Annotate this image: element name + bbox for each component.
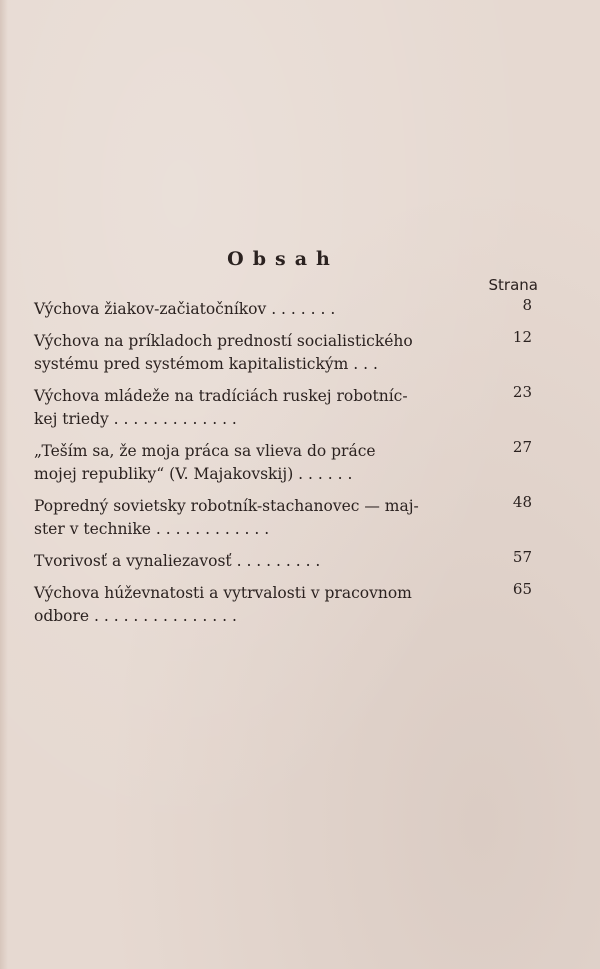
toc-entry bbox=[34, 385, 542, 431]
toc-entry-title-line: „Teším sa, že moja práca sa vlieva do práce bbox=[34, 442, 376, 460]
toc-entry-page-number: 57 bbox=[512, 548, 532, 566]
toc-entry-title-line: systému pred systémom kapitalistickým . . . bbox=[34, 355, 378, 373]
toc-entry-title-line: ster v technike . . . . . . . . . . . . bbox=[34, 520, 270, 538]
toc-entry-page-number: 48 bbox=[512, 493, 532, 511]
toc-entry bbox=[34, 550, 542, 573]
page-column-label: Strana bbox=[488, 276, 538, 294]
toc-entry bbox=[34, 582, 542, 628]
toc-entry-page-number: 27 bbox=[512, 438, 532, 456]
toc-entry-page-number: 12 bbox=[512, 328, 532, 346]
toc-entry-title-line: Výchova mládeže na tradíciách ruskej robotníc- bbox=[34, 387, 408, 405]
toc-entry bbox=[34, 330, 542, 376]
toc-heading: Obsah bbox=[227, 248, 339, 270]
toc-entries bbox=[34, 298, 542, 628]
toc-entry-page-number: 65 bbox=[512, 580, 532, 598]
toc-entry bbox=[34, 495, 542, 541]
toc-entry-title-line: Popredný sovietsky robotník-stachanovec — maj- bbox=[34, 497, 419, 515]
toc-entry bbox=[34, 298, 542, 321]
toc-entry bbox=[34, 440, 542, 486]
toc-entry-title-line: kej triedy . . . . . . . . . . . . . bbox=[34, 410, 237, 428]
toc-entry-page-number: 23 bbox=[512, 383, 532, 401]
toc-entry-title-line: odbore . . . . . . . . . . . . . . . bbox=[34, 607, 237, 625]
toc-entry-title-line: Výchova na príkladoch predností socialistického bbox=[34, 332, 413, 350]
toc-entry-title-line: Výchova žiakov-začiatočníkov . . . . . . . bbox=[34, 300, 336, 318]
toc-entry-title-line: mojej republiky“ (V. Majakovskij) . . . . . . bbox=[34, 465, 353, 483]
page-edge-shadow bbox=[0, 0, 8, 969]
toc-entry-title-line: Výchova húževnatosti a vytrvalosti v pracovnom bbox=[34, 584, 412, 602]
table-of-contents bbox=[34, 248, 542, 637]
toc-entry-title-line: Tvorivosť a vynaliezavosť . . . . . . . . . bbox=[34, 552, 321, 570]
toc-entry-page-number: 8 bbox=[522, 296, 532, 314]
